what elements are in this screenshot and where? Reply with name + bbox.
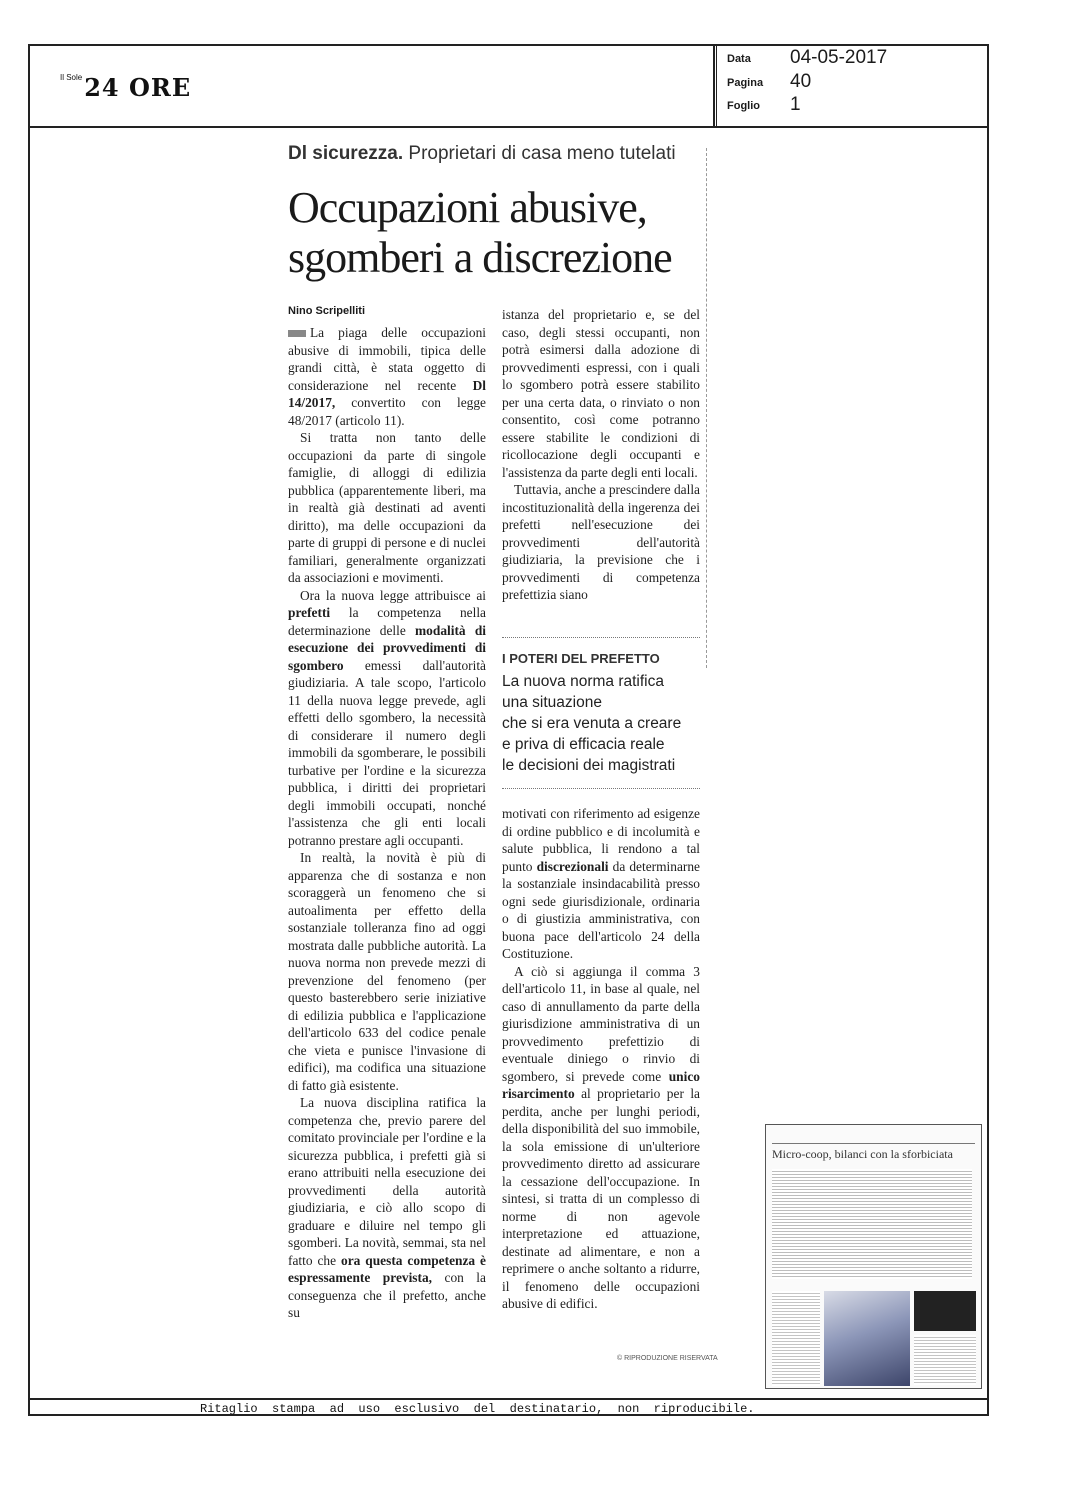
footer-divider [28, 1398, 989, 1400]
article-column-2-top [502, 306, 700, 604]
headline-line-1: Occupazioni abusive, [288, 183, 647, 232]
paragraph [288, 1094, 486, 1322]
page-value: 40 [790, 71, 812, 92]
box-title: I POTERI DEL PREFETTO [502, 651, 660, 666]
box-line: La nuova norma ratifica [502, 673, 664, 690]
copyright-note: © RIPRODUZIONE RISERVATA [617, 1355, 718, 1362]
paragraph: In realtà, la novità è più di apparenza che di sostanza e non scoraggerà un fenomeno che si autoalimenta per effetto della sostanziale tolleranza fino ad oggi mostrata dalle pubbliche autorità. La nuova norma non prevede mezzi di prevenzione del fenomeno (per questo basterebbero serie iniziative di edilizia pubblica e l'applicazione dell'articolo 633 del codice penale che vieta e punisce l'invasione di edifici), ma codifica una situazione di fatto già esistente. [288, 850, 486, 1093]
paragraph [502, 805, 700, 963]
text: da determinarne la sostanziale insindacabilità presso ogni sede giurisdizionale, ordinaria o di giustizia amministrativa, con buona pace dell'articolo 24 della Costituzione. [502, 858, 700, 961]
header-divider [28, 126, 989, 128]
thumbnail-text-block [772, 1291, 820, 1386]
text: Ora la nuova legge attribuisce ai [300, 587, 486, 603]
kicker-topic: Dl sicurezza. [288, 143, 404, 164]
box-divider [502, 637, 700, 638]
bold-text: ora questa competenza è espressamente prevista, [288, 1252, 486, 1285]
paragraph [288, 324, 486, 429]
bold-text: unico risarcimento [502, 1068, 700, 1101]
thumbnail-header [772, 1135, 975, 1144]
paragraph: istanza del proprietario e, se del caso, degli stessi occupanti, non potrà esimersi dalla adozione di provvedimenti espressi, con i quali lo sgombero potrà essere stabilito per una certa data, o rinviato o non consentito, così come potranno essere stabilite le condizioni di ricollocazione degli occupanti e l'assistenza da parte degli enti locali. [502, 307, 700, 480]
logo-main: 24 ORE [84, 73, 192, 102]
newspaper-logo [60, 73, 191, 102]
page-label: Pagina [727, 77, 764, 89]
text: A ciò si aggiunga il comma 3 dell'articolo 11, in base al quale, nel caso di annullamento da parte della giurisdizione amministrativa di un provvedimento prefettizio di eventuale diniego o rinvio di sgombero, si prevede come [502, 963, 700, 1084]
logo-prefix: Il Sole [60, 73, 83, 82]
thumbnail-title: Micro-coop, bilanci con la sforbiciata [772, 1147, 953, 1161]
text: emessi dall'autorità giudiziaria. A tale scopo, l'articolo 11 della nuova legge prevede, agli effetti dello sgombero, la necessità di considerare il numero degli immobili da sgomberare, le possibili turbative per l'ordine e la sicurezza pubblica, i diritti dei proprietari degli immobili occupati, nonché l'assistenza che gli enti locali potranno prestare agli occupanti. [288, 657, 486, 848]
header-vertical-divider-inner [716, 44, 717, 127]
paragraph: Tuttavia, anche a prescindere dalla incostituzionalità della ingerenza dei prefetti nell'esecuzione dei provvedimenti dell'autorità giudiziaria, la previsione che i provvedimenti di competenza prefettizia siano [502, 482, 700, 602]
text: al proprietario per la perdita, anche per lunghi periodi, della disponibilità del suo immobile, la sola emissione di un'ulteriore provvedimento diretto ad assicurare la cessazione dell'occupazione. In sintesi, si tratta di un complesso di norme di non agevole interpretazione ed attuazione, destinate ad alimentare, e non a reprimere o anche soltanto a ridurre, il fenomeno delle occupazioni abusive di edifici. [502, 1086, 700, 1311]
bold-text: modalità di esecuzione dei provvedimenti di sgombero [288, 622, 486, 673]
thumbnail-dark-box [914, 1291, 976, 1331]
text: con la conseguenza che il prefetto, anche su [288, 1270, 486, 1320]
kicker-text: Proprietari di casa meno tutelati [408, 143, 676, 164]
bold-text: prefetti [288, 605, 331, 620]
page-thumbnail [765, 1124, 982, 1389]
text: la competenza nella determinazione delle [288, 605, 486, 638]
article-column-2-bottom [502, 805, 700, 1313]
article-headline [288, 183, 708, 283]
column-separator [706, 148, 707, 668]
box-line: una situazione [502, 694, 602, 711]
text: La piaga delle occupazioni abusive di immobili, tipica delle grandi città, è stata oggetto di considerazione nel recente [288, 325, 486, 393]
sheet-label: Foglio [727, 100, 760, 112]
date-value: 04-05-2017 [790, 47, 888, 68]
paragraph [288, 587, 486, 850]
thumbnail-image [824, 1291, 910, 1386]
thumbnail-text-block [914, 1335, 976, 1385]
paragraph: Si tratta non tanto delle occupazioni da parte di singole famiglie, di alloggi di edilizia pubblica (apparentemente liberi, ma in realtà già destinati ad aventi diritto), ma delle occupazioni da parte di gruppi di persone e di nuclei familiari, generalmente organizzati da associazioni e movimenti. [288, 430, 486, 585]
paragraph-marker-icon [288, 330, 306, 337]
box-divider-bottom [502, 788, 700, 789]
article-column-1 [288, 324, 486, 1322]
sheet-value: 1 [790, 94, 801, 115]
box-line: che si era venuta a creare [502, 715, 682, 732]
footer-disclaimer: Ritaglio stampa ad uso esclusivo del destinatario, non riproducibile. [200, 1402, 755, 1416]
paragraph [502, 963, 700, 1313]
header-vertical-divider [713, 44, 715, 127]
article-kicker [288, 143, 676, 165]
date-label: Data [727, 53, 751, 65]
box-quote [502, 671, 707, 776]
byline: Nino Scripelliti [288, 305, 366, 317]
bold-text: Dl 14/2017, [288, 377, 486, 410]
text: motivati con riferimento ad esigenze di ordine pubblico e di incolumità e salute pubblica, li rendono a tal punto [502, 806, 700, 874]
text: convertito con legge 48/2017 (articolo 11). [288, 395, 486, 428]
text: La nuova disciplina ratifica la competenza che, previo parere del comitato provinciale per l'ordine e la sicurezza pubblica, i prefetti già si erano attribuiti nella esecuzione dei provvedimenti della autorità giudiziaria, e ciò allo scopo di graduare e diluire nel tempo gli sgomberi. La novità, semmai, sta nel fatto che [288, 1095, 486, 1268]
bold-text: discrezionali [536, 858, 609, 874]
thumbnail-text-block [772, 1169, 972, 1279]
box-line: le decisioni dei magistrati [502, 757, 676, 774]
box-line: e priva di efficacia reale [502, 736, 665, 753]
headline-line-2: sgomberi a discrezione [288, 233, 672, 282]
